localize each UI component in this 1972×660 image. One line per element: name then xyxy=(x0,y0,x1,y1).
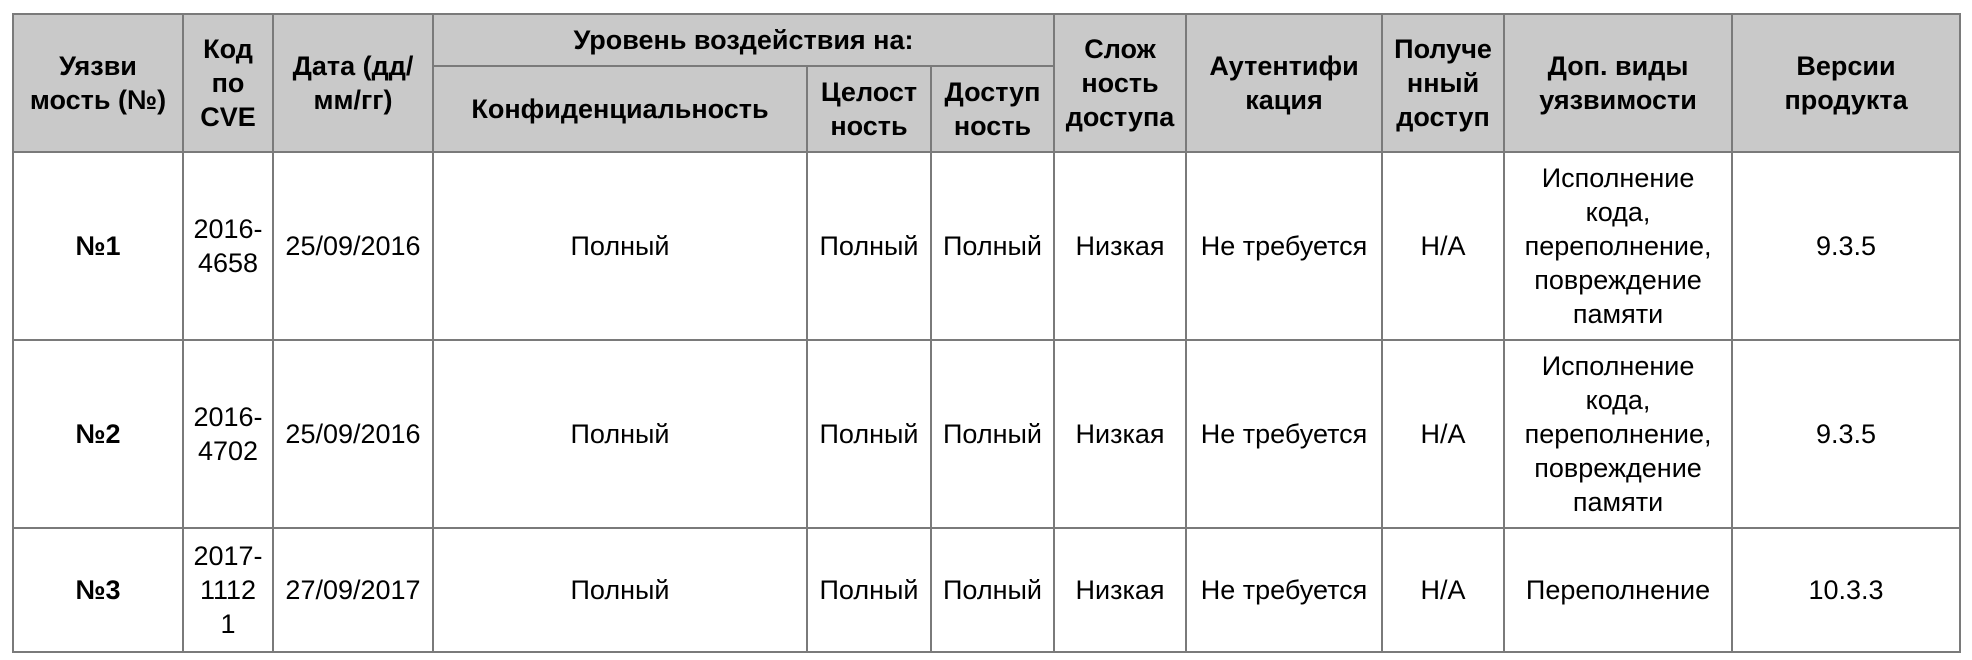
cell-complexity: Низкая xyxy=(1054,152,1186,340)
cell-cve: 2016- 4658 xyxy=(183,152,273,340)
cell-availability: Полный xyxy=(931,152,1054,340)
header-complexity: Слож ность доступа xyxy=(1054,14,1186,152)
cell-complexity: Низкая xyxy=(1054,340,1186,528)
header-extra-types: Доп. виды уязвимости xyxy=(1504,14,1732,152)
cell-extra-types: Исполнение кода, переполнение, повреждение памяти xyxy=(1504,152,1732,340)
cell-versions: 9.3.5 xyxy=(1732,152,1960,340)
cell-versions: 9.3.5 xyxy=(1732,340,1960,528)
cell-availability: Полный xyxy=(931,528,1054,652)
cell-integrity: Полный xyxy=(807,340,931,528)
cell-cve: 2017- 1112 1 xyxy=(183,528,273,652)
cell-authentication: Не требуется xyxy=(1186,340,1382,528)
cell-obtained-access: Н/А xyxy=(1382,340,1504,528)
cell-availability: Полный xyxy=(931,340,1054,528)
cell-date: 27/09/2017 xyxy=(273,528,433,652)
header-row-top xyxy=(13,14,1960,66)
cell-authentication: Не требуется xyxy=(1186,152,1382,340)
cell-date: 25/09/2016 xyxy=(273,340,433,528)
cell-versions: 10.3.3 xyxy=(1732,528,1960,652)
cell-integrity: Полный xyxy=(807,152,931,340)
cell-confidentiality: Полный xyxy=(433,528,807,652)
cell-authentication: Не требуется xyxy=(1186,528,1382,652)
cell-obtained-access: Н/А xyxy=(1382,528,1504,652)
table-row xyxy=(13,340,1960,528)
header-vuln: Уязви мость (№) xyxy=(13,14,183,152)
cell-confidentiality: Полный xyxy=(433,152,807,340)
cell-confidentiality: Полный xyxy=(433,340,807,528)
cell-cve: 2016- 4702 xyxy=(183,340,273,528)
cell-obtained-access: Н/А xyxy=(1382,152,1504,340)
table-body xyxy=(13,152,1960,652)
header-integrity: Целост ность xyxy=(807,66,931,152)
header-availability: Доступ ность xyxy=(931,66,1054,152)
header-authentication: Аутентифи кация xyxy=(1186,14,1382,152)
cell-extra-types: Переполнение xyxy=(1504,528,1732,652)
vulnerability-table xyxy=(12,13,1961,653)
header-versions: Версии продукта xyxy=(1732,14,1960,152)
cell-integrity: Полный xyxy=(807,528,931,652)
cell-extra-types: Исполнение кода, переполнение, повреждение памяти xyxy=(1504,340,1732,528)
cell-vuln: №1 xyxy=(13,152,183,340)
cell-complexity: Низкая xyxy=(1054,528,1186,652)
cell-date: 25/09/2016 xyxy=(273,152,433,340)
header-impact-group: Уровень воздействия на: xyxy=(433,14,1054,66)
header-cve: Код по CVE xyxy=(183,14,273,152)
header-obtained-access: Получе нный доступ xyxy=(1382,14,1504,152)
header-confidentiality: Конфиденциальность xyxy=(433,66,807,152)
cell-vuln: №3 xyxy=(13,528,183,652)
table-header xyxy=(13,14,1960,152)
header-date: Дата (дд/ мм/гг) xyxy=(273,14,433,152)
table-row xyxy=(13,152,1960,340)
cell-vuln: №2 xyxy=(13,340,183,528)
table-row xyxy=(13,528,1960,652)
